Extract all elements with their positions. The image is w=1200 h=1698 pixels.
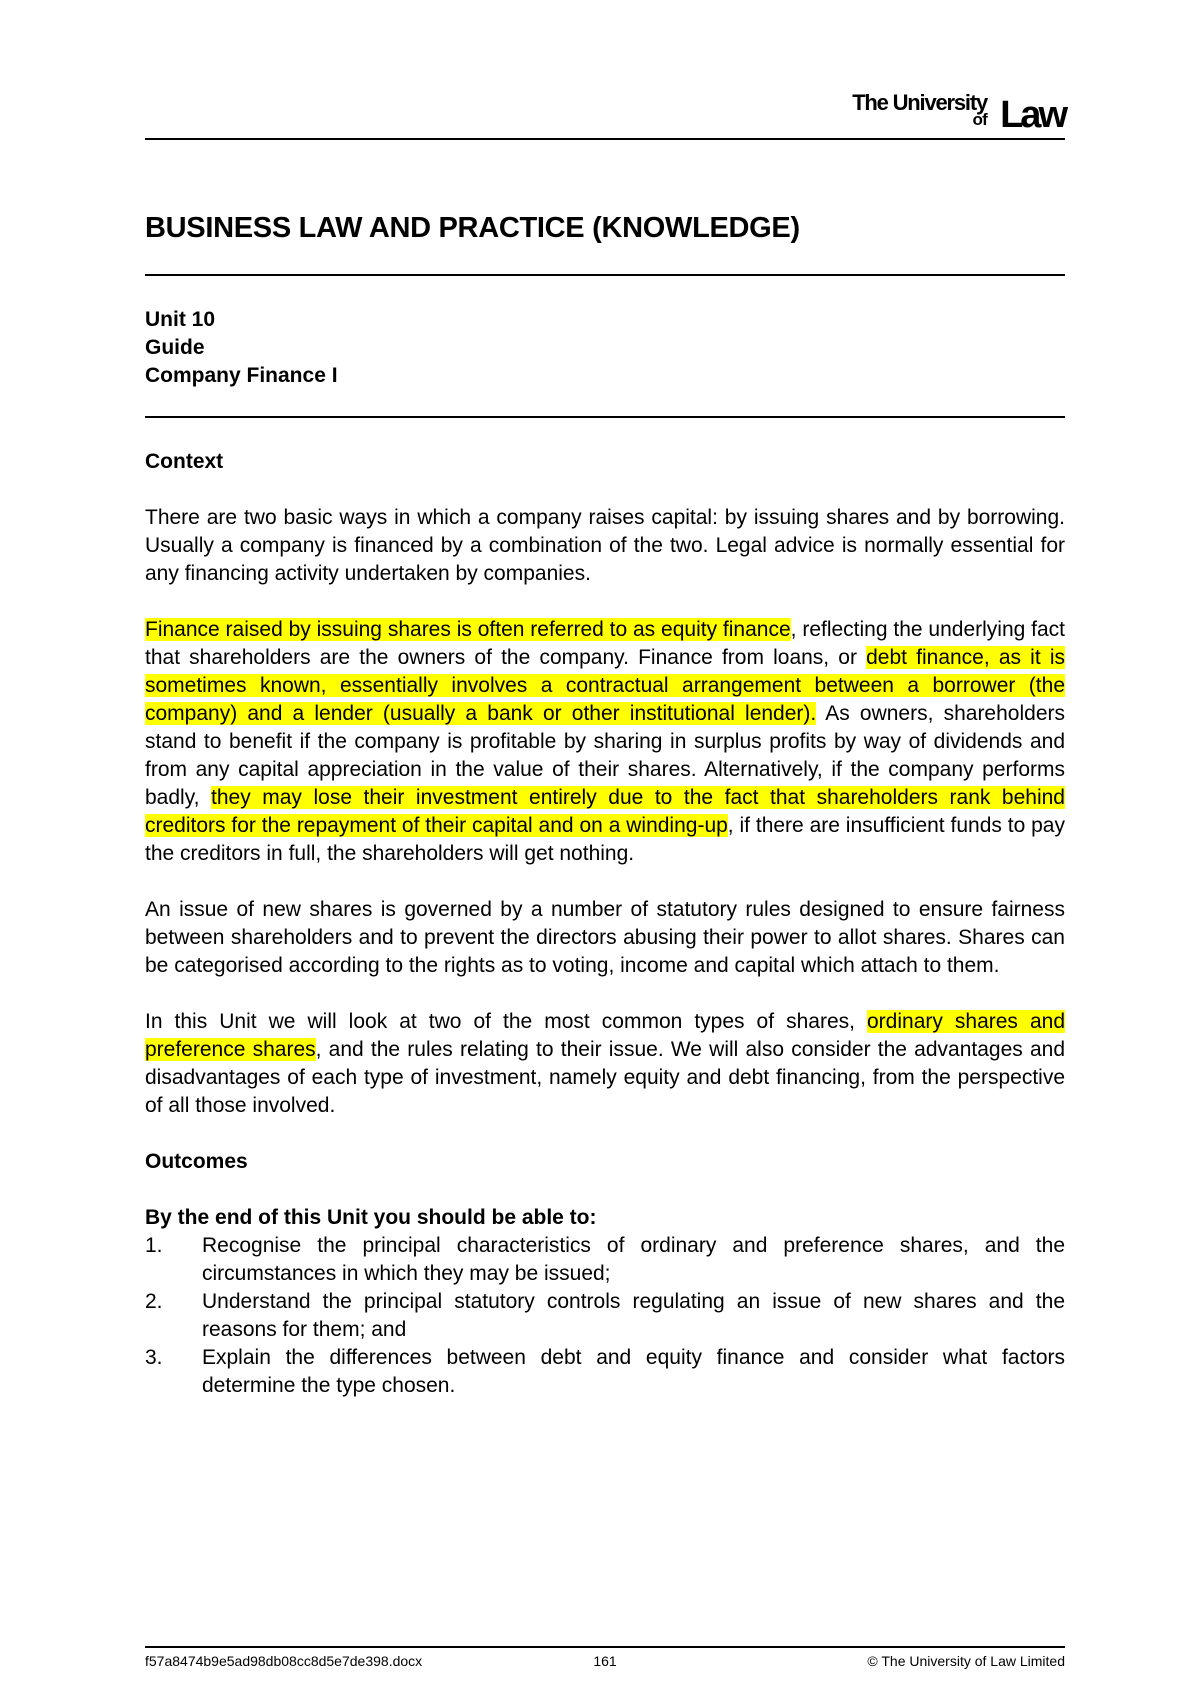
list-number: 2. xyxy=(145,1290,163,1313)
unit-type: Guide xyxy=(145,336,205,359)
footer-page-number: 161 xyxy=(593,1653,617,1669)
list-number: 1. xyxy=(145,1234,163,1257)
unit-rule xyxy=(145,416,1065,418)
paragraph-text: As owners, shareholders stand to benefit if the company is profitable by sharing in surplus profits by way of dividends and from any capital appreciation in the value of their shares. Alternatively, if the company performs badly, xyxy=(145,702,1065,809)
logo-line-3: Law xyxy=(1000,94,1065,136)
paragraph-text: , and the rules relating to their issue. We will also consider the advantages and disadvantages of each type of investment, namely equity and debt financing, from the perspective of all those involved. xyxy=(145,1038,1065,1117)
list-number: 3. xyxy=(145,1346,163,1369)
paragraph-text: In this Unit we will look at two of the most common types of shares, xyxy=(145,1010,867,1033)
footer-rule xyxy=(145,1646,1065,1648)
context-paragraph-1: There are two basic ways in which a company raises capital: by issuing shares and by borrowing. Usually a company is financed by a combination of the two. Legal advice is normally essential for any financing activity undertaken by companies. xyxy=(145,506,1065,585)
highlight-share-types: ordinary shares and preference shares xyxy=(145,1010,1065,1061)
list-item xyxy=(145,1232,1065,1288)
paragraph-text: , if there are insufficient funds to pay the creditors in full, the shareholders will get nothing. xyxy=(145,814,1065,865)
document-title: BUSINESS LAW AND PRACTICE (KNOWLEDGE) xyxy=(145,212,800,244)
paragraph-text: , reflecting the underlying fact that shareholders are the owners of the company. Finance from loans, or xyxy=(145,618,1066,669)
unit-subject: Company Finance I xyxy=(145,364,338,387)
outcomes-heading: Outcomes xyxy=(145,1150,248,1173)
list-text: Understand the principal statutory controls regulating an issue of new shares and the reasons for them; and xyxy=(202,1290,1065,1341)
list-item xyxy=(145,1288,1065,1344)
unit-info xyxy=(145,306,338,390)
context-paragraph-4 xyxy=(145,1008,1065,1120)
list-text: Explain the differences between debt and equity finance and consider what factors determine the type chosen. xyxy=(202,1346,1065,1397)
list-item xyxy=(145,1344,1065,1400)
footer-copyright: © The University of Law Limited xyxy=(867,1653,1065,1669)
footer-filename: f57a8474b9e5ad98db08cc8d5e7de398.docx xyxy=(145,1653,423,1669)
highlight-equity-finance: Finance raised by issuing shares is often referred to as equity finance xyxy=(145,618,791,641)
highlight-shareholders-rank: they may lose their investment entirely due to the fact that shareholders rank behind creditors for the repayment of their capital and on a winding-up xyxy=(145,786,1065,837)
outcomes-list xyxy=(145,1232,1065,1400)
document-page xyxy=(145,0,1065,1698)
document-body xyxy=(145,448,1065,1400)
context-heading: Context xyxy=(145,450,224,473)
title-rule xyxy=(145,274,1065,276)
list-text: Recognise the principal characteristics of ordinary and preference shares, and the circumstances in which they may be issued; xyxy=(202,1234,1065,1285)
outcomes-intro: By the end of this Unit you should be able to: xyxy=(145,1206,597,1229)
highlight-debt-finance: debt finance, as it is sometimes known, essentially involves a contractual arrangement between a borrower (the company) and a lender (usually a bank or other institutional lender). xyxy=(145,646,1065,725)
context-paragraph-3: An issue of new shares is governed by a number of statutory rules designed to ensure fairness between shareholders and to prevent the directors abusing their power to allot shares. Shares can be categorised according to the rights as to voting, income and capital which attach to them. xyxy=(145,898,1065,977)
context-paragraph-2 xyxy=(145,616,1065,868)
unit-number: Unit 10 xyxy=(145,308,216,331)
logo-line-2: of xyxy=(972,110,987,129)
header-rule xyxy=(145,138,1065,140)
university-of-law-logo xyxy=(852,88,1065,140)
logo-line-1: The University xyxy=(852,90,987,115)
